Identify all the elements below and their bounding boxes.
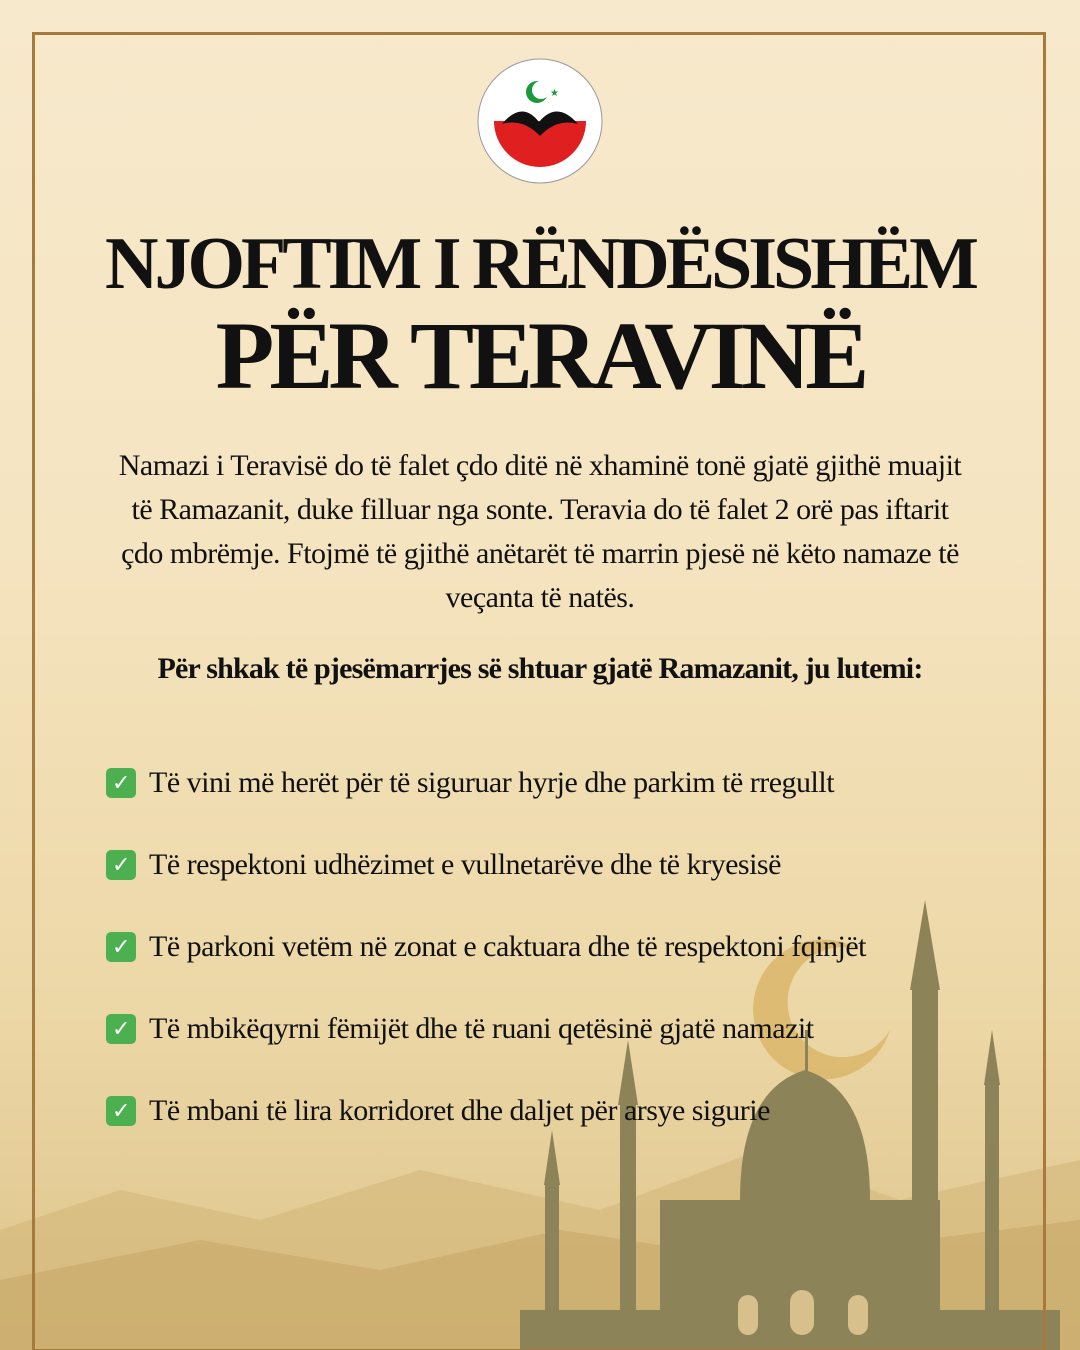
guidelines-list [106, 742, 866, 1152]
list-item: ✓ Të vini më herët për të siguruar hyrje dhe parkim të rregullt [106, 742, 866, 824]
list-item: ✓ Të mbani të lira korridoret dhe daljet për arsye sigurie [106, 1070, 866, 1152]
title-line-1: NJOFTIM I RËNDËSISHËM [105, 223, 975, 305]
svg-text:★: ★ [550, 88, 559, 99]
title-line-2: PËR TERAVINË [215, 302, 865, 409]
check-mark-icon: ✓ [106, 768, 136, 798]
check-mark-icon: ✓ [106, 932, 136, 962]
list-item: ✓ Të parkoni vetëm në zonat e caktuara dhe të respektoni fqinjët [106, 906, 866, 988]
check-mark-icon: ✓ [106, 1096, 136, 1126]
list-item: ✓ Të respektoni udhëzimet e vullnetarëve dhe të kryesisë [106, 824, 866, 906]
check-mark-icon: ✓ [106, 850, 136, 880]
announcement-body: Namazi i Teravisë do të falet çdo ditë në xhaminë tonë gjatë gjithë muajit të Ramazanit, duke filluar nga sonte. Teravia do të falet 2 orë pas iftarit çdo mbrëmje. Ftojmë të gjithë anëtarët të marrin pjesë në këto namaze të veçanta të natës. [118, 449, 962, 614]
organization-logo [477, 58, 603, 184]
check-mark-icon: ✓ [106, 1014, 136, 1044]
subheading: Për shkak të pjesëmarrjes së shtuar gjatë Ramazanit, ju lutemi: [157, 652, 923, 685]
list-item: ✓ Të mbikëqyrni fëmijët dhe të ruani qetësinë gjatë namazit [106, 988, 866, 1070]
